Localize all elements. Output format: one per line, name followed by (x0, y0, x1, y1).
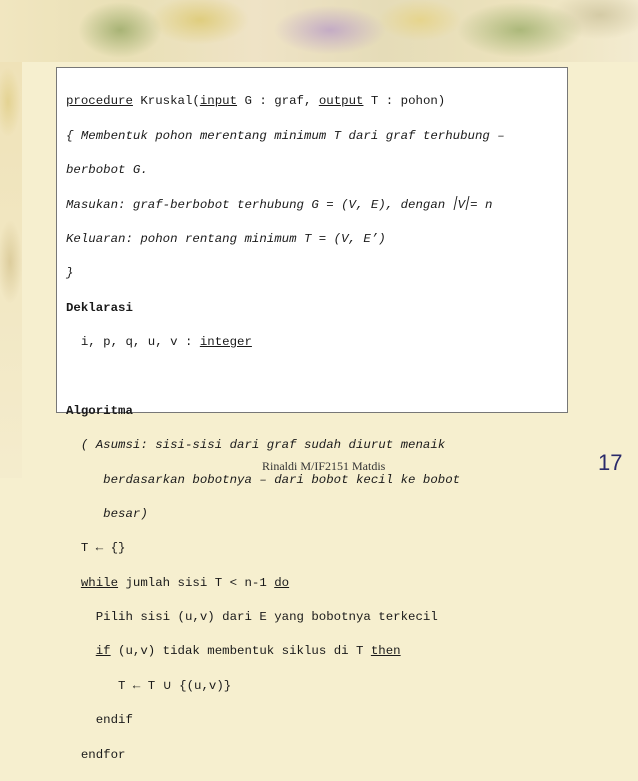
keyword-then: then (370, 644, 401, 659)
code-line-1 (66, 93, 566, 110)
keyword-output: output (318, 94, 364, 109)
decorative-left-strip (0, 62, 22, 478)
code-line-8 (66, 334, 566, 351)
code-line-9 (66, 368, 566, 385)
code-line-10: Algoritma (66, 403, 133, 418)
code-line-6: } (66, 266, 74, 281)
code-line-13: besar) (66, 506, 148, 521)
code-text: Masukan: graf-berbobot terhubung G = (V, E), dengan (66, 198, 453, 213)
code-line-15 (66, 575, 566, 592)
keyword-endif: endif (95, 713, 133, 728)
code-text: V (457, 198, 466, 213)
code-line-7: Deklarasi (66, 300, 133, 315)
code-line-3: berbobot G. (66, 162, 148, 177)
code-text: = n (470, 198, 493, 213)
code-line-19 (66, 712, 566, 729)
kruskal-pseudocode (66, 76, 566, 781)
code-line-14: T ← {} (66, 541, 126, 556)
code-text: T : pohon) (363, 94, 446, 109)
keyword-integer: integer (199, 334, 252, 349)
code-text: Kruskal( (132, 94, 200, 109)
code-line-12: berdasarkan bobotnya – dari bobot kecil ke bobot (66, 472, 461, 487)
code-line-16: Pilih sisi (u,v) dari E yang bobotnya terkecil (66, 610, 438, 625)
code-line-20 (66, 747, 566, 764)
code-text: i, p, q, u, v : (66, 334, 200, 349)
code-line-17 (66, 643, 566, 660)
code-text: jumlah sisi T < n-1 (118, 575, 275, 590)
keyword-do: do (274, 575, 290, 590)
slide-footer: Rinaldi M/IF2151 Matdis (262, 459, 386, 473)
keyword-if: if (95, 644, 111, 659)
keyword-endfor: endfor (80, 747, 126, 762)
page-number: 17 (598, 450, 623, 475)
abs-bar-icon (466, 196, 470, 210)
code-line-18: T ← T ∪ {(u,v)} (66, 678, 232, 693)
code-line-4 (66, 196, 566, 213)
keyword-while: while (80, 575, 119, 590)
code-text: (u,v) tidak membentuk siklus di T (110, 644, 371, 659)
keyword-procedure: procedure (66, 94, 133, 109)
keyword-input: input (199, 94, 238, 109)
code-line-2: { Membentuk pohon merentang minimum T dari graf terhubung – (66, 128, 505, 143)
code-line-5: Keluaran: pohon rentang minimum T = (V, E’) (66, 231, 386, 246)
abs-bar-icon (453, 196, 457, 210)
decorative-banner (0, 0, 638, 62)
code-line-11: ( Asumsi: sisi-sisi dari graf sudah diurut menaik (66, 438, 446, 453)
code-text: G : graf, (237, 94, 319, 109)
